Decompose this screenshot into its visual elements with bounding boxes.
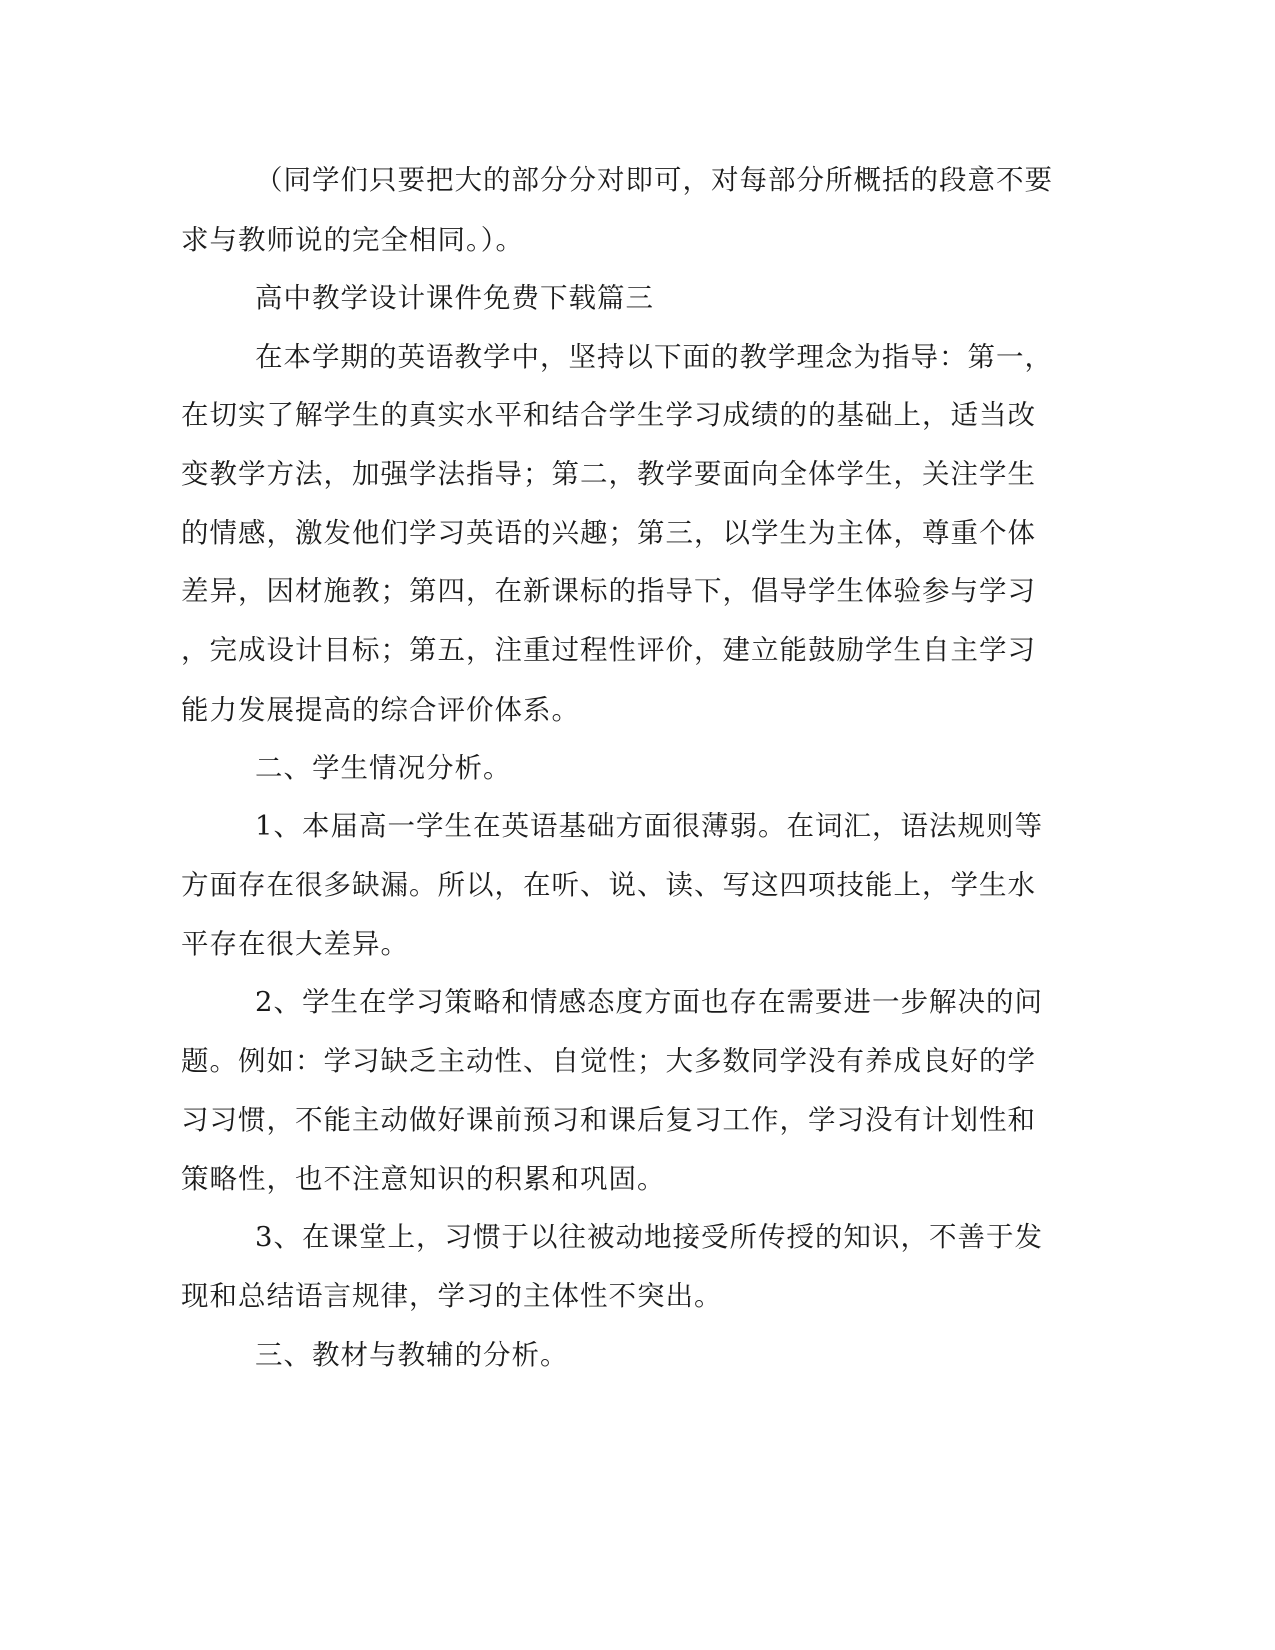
text-line: 1、本届高一学生在英语基础方面很薄弱。在词汇，语法规则等 — [255, 810, 1043, 842]
text-line: 在切实了解学生的真实水平和结合学生学习成绩的的基础上，适当改 — [181, 399, 1036, 431]
text-line: 方面存在很多缺漏。所以，在听、说、读、写这四项技能上，学生水 — [181, 869, 1036, 901]
text-line: ，完成设计目标；第五，注重过程性评价，建立能鼓励学生自主学习 — [181, 634, 1036, 666]
section-heading: 三、教材与教辅的分析。 — [255, 1339, 569, 1371]
text-line: 现和总结语言规律，学习的主体性不突出。 — [181, 1280, 723, 1312]
text-line: 3、在课堂上，习惯于以往被动地接受所传授的知识，不善于发 — [255, 1221, 1043, 1253]
text-line: 变教学方法，加强学法指导；第二，教学要面向全体学生，关注学生 — [181, 458, 1036, 490]
text-line: 求与教师说的完全相同。）。 — [181, 224, 524, 256]
text-line: 2、学生在学习策略和情感态度方面也存在需要进一步解决的问 — [255, 986, 1043, 1018]
text-line: 策略性，也不注意知识的积累和巩固。 — [181, 1163, 666, 1195]
text-line: 在本学期的英语教学中，坚持以下面的教学理念为指导：第一， — [255, 341, 1053, 373]
section-heading: 二、学生情况分析。 — [255, 752, 512, 784]
text-line: 的情感，激发他们学习英语的兴趣；第三，以学生为主体，尊重个体 — [181, 517, 1036, 549]
text-line: 平存在很大差异。 — [181, 928, 409, 960]
section-title: 高中教学设计课件免费下载篇三 — [255, 282, 654, 314]
text-line: 能力发展提高的综合评价体系。 — [181, 694, 580, 726]
text-line: 习习惯，不能主动做好课前预习和课后复习工作，学习没有计划性和 — [181, 1104, 1036, 1136]
text-line: 题。例如：学习缺乏主动性、自觉性；大多数同学没有养成良好的学 — [181, 1045, 1036, 1077]
text-line: （同学们只要把大的部分分对即可，对每部分所概括的段意不要 — [255, 164, 1053, 196]
text-line: 差异，因材施教；第四，在新课标的指导下，倡导学生体验参与学习 — [181, 575, 1036, 607]
